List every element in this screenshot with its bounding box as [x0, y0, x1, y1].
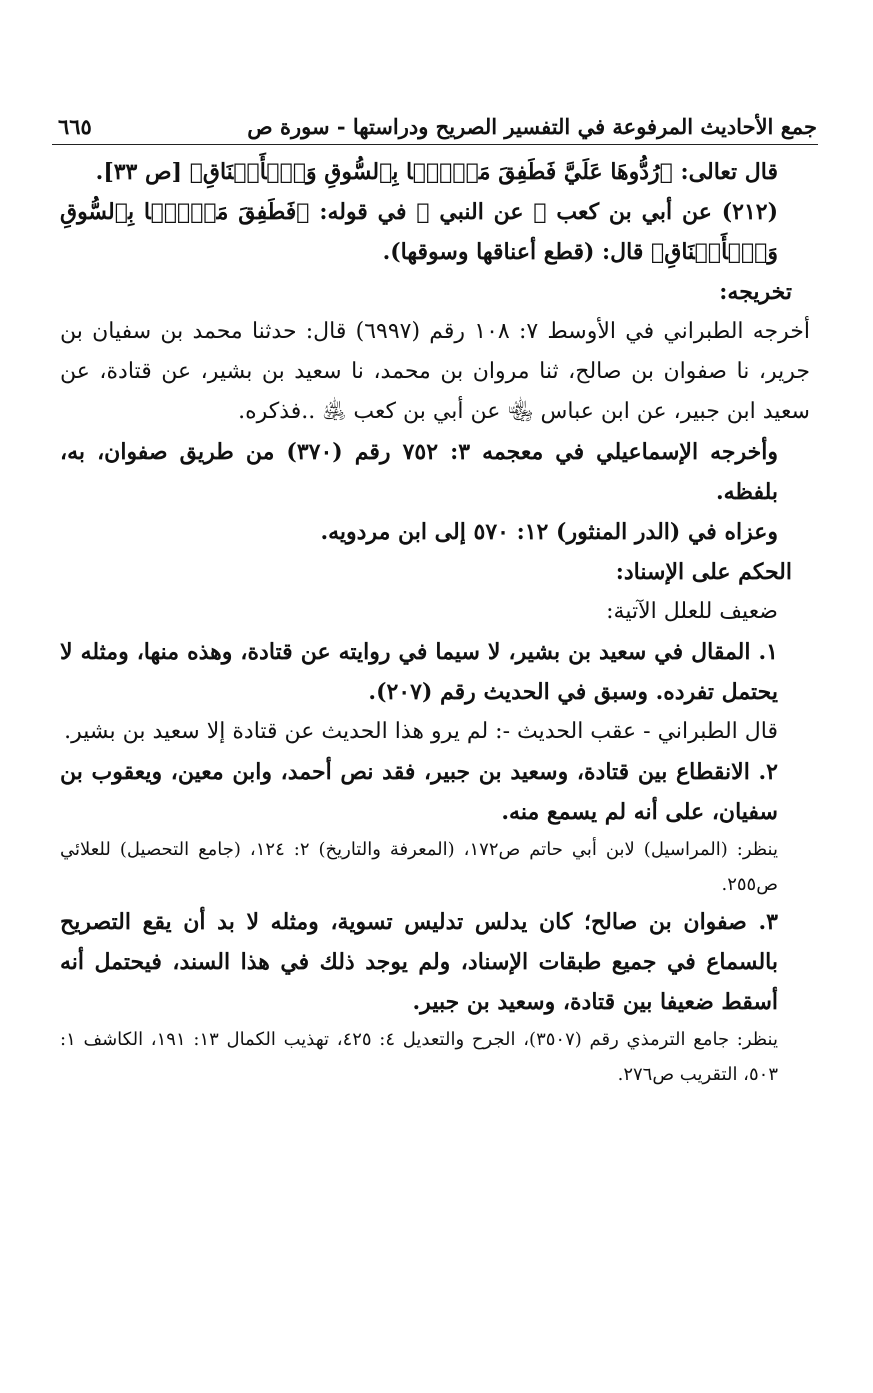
page-content — [60, 152, 810, 1092]
page-number: ٦٦٥ — [58, 114, 92, 139]
hukm-intro: ضعيف للعلل الآتية: — [606, 599, 778, 624]
takhrij-heading: تخريجه: — [719, 279, 792, 305]
header-rule — [52, 144, 818, 145]
quran-verse: قال تعالى: ﴿رُدُّوهَا عَلَيَّ فَطَفِقَ مَسۡحَۢا بِٱلسُّوقِ وَٱلۡأَعۡنَاقِ﴾ [ص ٣٣]. — [95, 159, 778, 185]
takhrij-paragraph-2: وأخرجه الإسماعيلي في معجمه ٣: ٧٥٢ رقم (٣٧٠) من طريق صفوان، به، بلفظه. — [60, 439, 779, 505]
footnote-1: ينظر: (المراسيل) لابن أبي حاتم ص١٧٢، (المعرفة والتاريخ) ٢: ١٢٤، (جامع التحصيل) للعلائي ص٢٥٥. — [60, 839, 778, 895]
illa-3: ٣. صفوان بن صالح؛ كان يدلس تدليس تسوية، ومثله لا بد أن يقع التصريح بالسماع في جميع طبقات الإسناد، ولم يوجد ذلك في هذا السند، فيحتمل أنه أسقط ضعيفا بين قتادة، وسعيد بن جبير. — [60, 909, 778, 1015]
running-title: جمع الأحاديث المرفوعة في التفسير الصريح ودراستها - سورة ص — [247, 114, 817, 139]
illa-1: ١. المقال في سعيد بن بشير، لا سيما في روايته عن قتادة، وهذه منها، ومثله لا يحتمل تفرده. وسبق في الحديث رقم (٢٠٧). — [60, 639, 778, 705]
hukm-heading: الحكم على الإسناد: — [615, 559, 792, 585]
illa-2: ٢. الانقطاع بين قتادة، وسعيد بن جبير، فقد نص أحمد، وابن معين، ويعقوب بن سفيان، على أنه لم يسمع منه. — [60, 759, 778, 825]
takhrij-paragraph-1: أخرجه الطبراني في الأوسط ٧: ١٠٨ رقم (٦٩٩٧) قال: حدثنا محمد بن سفيان بن جرير، نا صفوان بن صالح، ثنا مروان بن محمد، نا سعيد بن بشير، عن قتادة، عن سعيد ابن جبير، عن ابن عباس ﵄ عن أبي بن كعب ﵁ ..فذكره. — [60, 319, 810, 424]
tabarani-quote: قال الطبراني - عقب الحديث -: لم يرو هذا الحديث عن قتادة إلا سعيد بن بشير. — [64, 719, 778, 744]
hadith-text: (٢١٢) عن أبي بن كعب ﵁ عن النبي ﷺ في قوله: ﴿فَطَفِقَ مَسۡحَۢا بِٱلسُّوقِ وَٱلۡأَعۡنَاقِ﴾ قال: (قطع أعناقها وسوقها). — [60, 199, 778, 265]
page-header — [52, 112, 817, 142]
takhrij-paragraph-3: وعزاه في (الدر المنثور) ١٢: ٥٧٠ إلى ابن مردويه. — [320, 519, 778, 545]
footnote-2: ينظر: جامع الترمذي رقم (٣٥٠٧)، الجرح والتعديل ٤: ٤٢٥، تهذيب الكمال ١٣: ١٩١، الكاشف ١: ٥٠٣، التقريب ص٢٧٦. — [60, 1029, 778, 1085]
